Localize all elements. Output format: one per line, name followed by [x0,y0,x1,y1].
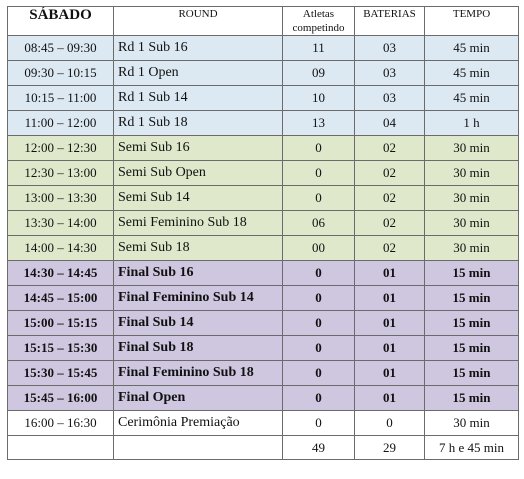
heats-count: 01 [355,361,425,386]
duration: 30 min [425,211,519,236]
round-name: Final Sub 14 [114,311,283,336]
heats-count: 02 [355,136,425,161]
round-name: Rd 1 Sub 16 [114,36,283,61]
athletes-count: 0 [283,361,355,386]
header-row [8,7,519,36]
round-name: Semi Sub 14 [114,186,283,211]
round-name: Rd 1 Sub 14 [114,86,283,111]
table-row [8,336,519,361]
heats-count: 01 [355,386,425,411]
athletes-count: 0 [283,286,355,311]
time-slot: 15:45 – 16:00 [8,386,114,411]
athletes-count: 06 [283,211,355,236]
duration: 1 h [425,111,519,136]
header-time: TEMPO [425,7,519,36]
time-slot: 09:30 – 10:15 [8,61,114,86]
duration: 45 min [425,86,519,111]
header-athletes-line1: Atletas [302,8,335,20]
time-slot: 12:30 – 13:00 [8,161,114,186]
duration: 15 min [425,261,519,286]
heats-count: 02 [355,186,425,211]
header-heats: BATERIAS [355,7,425,36]
time-slot: 13:00 – 13:30 [8,186,114,211]
heats-count: 02 [355,211,425,236]
time-slot: 11:00 – 12:00 [8,111,114,136]
round-name: Semi Sub 18 [114,236,283,261]
totals-round [114,436,283,460]
heats-count: 03 [355,36,425,61]
round-name: Final Feminino Sub 14 [114,286,283,311]
heats-count: 04 [355,111,425,136]
table-row [8,111,519,136]
athletes-count: 0 [283,186,355,211]
table-row [8,36,519,61]
time-slot: 12:00 – 12:30 [8,136,114,161]
heats-count: 01 [355,336,425,361]
heats-count: 02 [355,236,425,261]
duration: 30 min [425,236,519,261]
time-slot: 15:15 – 15:30 [8,336,114,361]
round-name: Rd 1 Sub 18 [114,111,283,136]
table-row [8,286,519,311]
table-row [8,161,519,186]
round-name: Cerimônia Premiação [114,411,283,436]
duration: 30 min [425,186,519,211]
athletes-count: 00 [283,236,355,261]
heats-count: 03 [355,61,425,86]
heats-count: 01 [355,261,425,286]
table-row [8,261,519,286]
duration: 45 min [425,36,519,61]
time-slot: 14:00 – 14:30 [8,236,114,261]
time-slot: 16:00 – 16:30 [8,411,114,436]
duration: 15 min [425,286,519,311]
round-name: Semi Feminino Sub 18 [114,211,283,236]
totals-duration: 7 h e 45 min [425,436,519,460]
table-row [8,61,519,86]
duration: 15 min [425,336,519,361]
header-athletes [283,7,355,36]
header-athletes-line2: competindo [292,22,345,34]
table-row [8,86,519,111]
duration: 30 min [425,136,519,161]
duration: 30 min [425,161,519,186]
table-row [8,311,519,336]
header-round: ROUND [114,7,283,36]
athletes-count: 0 [283,261,355,286]
header-day: SÁBADO [8,7,114,36]
time-slot: 13:30 – 14:00 [8,211,114,236]
heats-count: 01 [355,311,425,336]
table-row [8,186,519,211]
totals-row [8,436,519,460]
schedule-table [7,6,519,460]
time-slot: 08:45 – 09:30 [8,36,114,61]
time-slot: 14:30 – 14:45 [8,261,114,286]
athletes-count: 09 [283,61,355,86]
round-name: Final Feminino Sub 18 [114,361,283,386]
table-row [8,361,519,386]
round-name: Final Sub 18 [114,336,283,361]
duration: 30 min [425,411,519,436]
table-row [8,386,519,411]
time-slot: 10:15 – 11:00 [8,86,114,111]
athletes-count: 11 [283,36,355,61]
round-name: Semi Sub 16 [114,136,283,161]
athletes-count: 0 [283,336,355,361]
athletes-count: 0 [283,311,355,336]
totals-slot [8,436,114,460]
athletes-count: 0 [283,136,355,161]
time-slot: 14:45 – 15:00 [8,286,114,311]
athletes-count: 0 [283,386,355,411]
round-name: Final Open [114,386,283,411]
duration: 15 min [425,386,519,411]
heats-count: 03 [355,86,425,111]
round-name: Final Sub 16 [114,261,283,286]
totals-heats: 29 [355,436,425,460]
heats-count: 02 [355,161,425,186]
time-slot: 15:30 – 15:45 [8,361,114,386]
athletes-count: 10 [283,86,355,111]
round-name: Semi Sub Open [114,161,283,186]
athletes-count: 0 [283,411,355,436]
duration: 15 min [425,361,519,386]
heats-count: 0 [355,411,425,436]
table-row [8,236,519,261]
round-name: Rd 1 Open [114,61,283,86]
table-row [8,411,519,436]
time-slot: 15:00 – 15:15 [8,311,114,336]
table-row [8,136,519,161]
heats-count: 01 [355,286,425,311]
athletes-count: 0 [283,161,355,186]
duration: 45 min [425,61,519,86]
athletes-count: 13 [283,111,355,136]
table-row [8,211,519,236]
totals-athletes: 49 [283,436,355,460]
duration: 15 min [425,311,519,336]
